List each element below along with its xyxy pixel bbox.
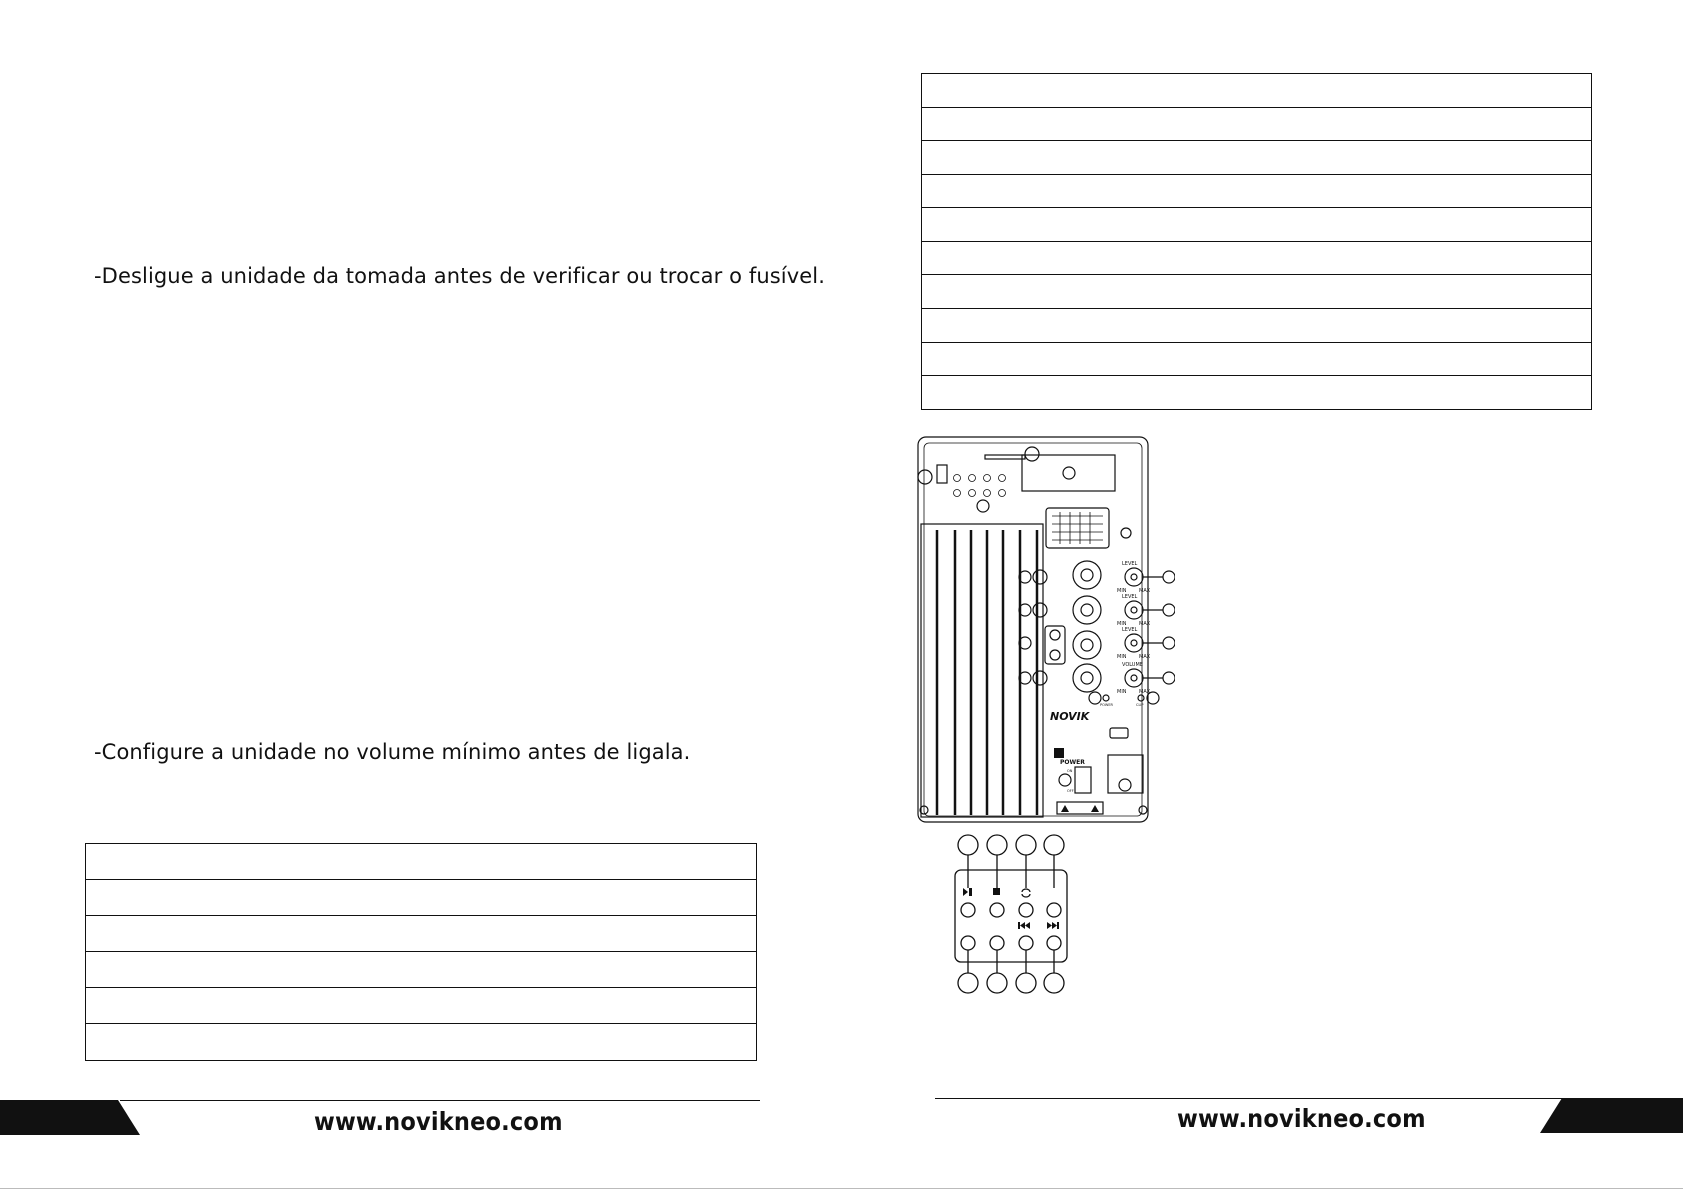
svg-text:VOLUME: VOLUME (1122, 662, 1143, 668)
table-row (922, 208, 1591, 242)
panel-outline (918, 437, 1148, 822)
svg-text:OFF: OFF (1067, 789, 1074, 793)
callout-circle (958, 835, 978, 855)
table-row (86, 844, 756, 880)
fuse-warning-note: -Desligue a unidade da tomada antes de verificar ou trocar o fusível. (94, 264, 825, 288)
table-row (922, 141, 1591, 175)
player-panel-diagram (952, 830, 1072, 1000)
left-page (0, 0, 840, 1191)
repeat-icon (1022, 889, 1030, 892)
table-row (86, 1024, 756, 1059)
svg-text:MAX: MAX (1139, 621, 1151, 627)
svg-text:MAX: MAX (1139, 588, 1151, 594)
table-row (86, 952, 756, 988)
svg-text:POWER: POWER (1100, 703, 1113, 707)
svg-text:MAX: MAX (1139, 689, 1151, 695)
fuse-holder (1110, 728, 1128, 738)
right-spec-table (921, 73, 1592, 410)
stop-icon (993, 888, 1000, 895)
footer-url-right[interactable]: www.novikneo.com (1177, 1104, 1426, 1133)
ac-socket (1108, 755, 1143, 793)
svg-text:MIN: MIN (1117, 654, 1127, 660)
svg-text:MIN: MIN (1117, 621, 1127, 627)
volume-warning-note: -Configure a unidade no volume mínimo antes de ligala. (94, 740, 691, 764)
callout-circle (918, 470, 932, 484)
callout-circle (1044, 835, 1064, 855)
callout-circle (958, 973, 978, 993)
play-pause-icon (963, 888, 972, 896)
next-track-icon (1047, 922, 1059, 929)
right-page (840, 0, 1683, 1191)
table-row (922, 376, 1591, 408)
page-edge-rule (0, 1188, 1683, 1189)
svg-text:MIN: MIN (1117, 588, 1127, 594)
table-row (922, 343, 1591, 376)
left-spec-table (85, 843, 757, 1061)
footer-rule-right (935, 1098, 1575, 1099)
callout-circle (987, 973, 1007, 993)
svg-text:MIN: MIN (1117, 689, 1127, 695)
svg-text:CLIP: CLIP (1136, 703, 1144, 707)
table-row (922, 74, 1591, 108)
table-row (922, 108, 1591, 141)
input-section (1019, 561, 1101, 692)
table-row (86, 880, 756, 916)
table-row (922, 309, 1591, 343)
table-row (86, 916, 756, 952)
power-switch (1075, 767, 1091, 793)
svg-text:POWER: POWER (1060, 759, 1085, 766)
callout-circle (1016, 835, 1036, 855)
table-row (86, 988, 756, 1024)
svg-text:ON: ON (1067, 769, 1073, 773)
page-tab-right (1540, 1098, 1683, 1133)
card-slot-icon (985, 455, 1025, 459)
callout-circle (987, 835, 1007, 855)
usb-port-icon (937, 465, 947, 483)
footer-url-left[interactable]: www.novikneo.com (314, 1107, 563, 1136)
rear-panel-diagram (915, 430, 1175, 825)
prev-track-icon (1018, 922, 1030, 929)
table-row (922, 242, 1591, 275)
table-row (922, 275, 1591, 309)
table-row (922, 175, 1591, 208)
logo-mark (1054, 748, 1064, 758)
svg-text:NOVIK: NOVIK (1050, 710, 1090, 723)
callout-circle (1025, 447, 1039, 461)
repeat-icon (1022, 894, 1030, 897)
svg-text:LEVEL: LEVEL (1122, 561, 1138, 567)
callout-circle (977, 500, 989, 512)
callout-circle (1016, 973, 1036, 993)
callout-circle (1044, 973, 1064, 993)
svg-text:MAX: MAX (1139, 654, 1151, 660)
footer-rule-left (120, 1100, 760, 1101)
vent-grille (1046, 508, 1109, 548)
svg-text:LEVEL: LEVEL (1122, 594, 1138, 600)
page-tab-left (0, 1100, 140, 1135)
svg-text:LEVEL: LEVEL (1122, 627, 1138, 633)
